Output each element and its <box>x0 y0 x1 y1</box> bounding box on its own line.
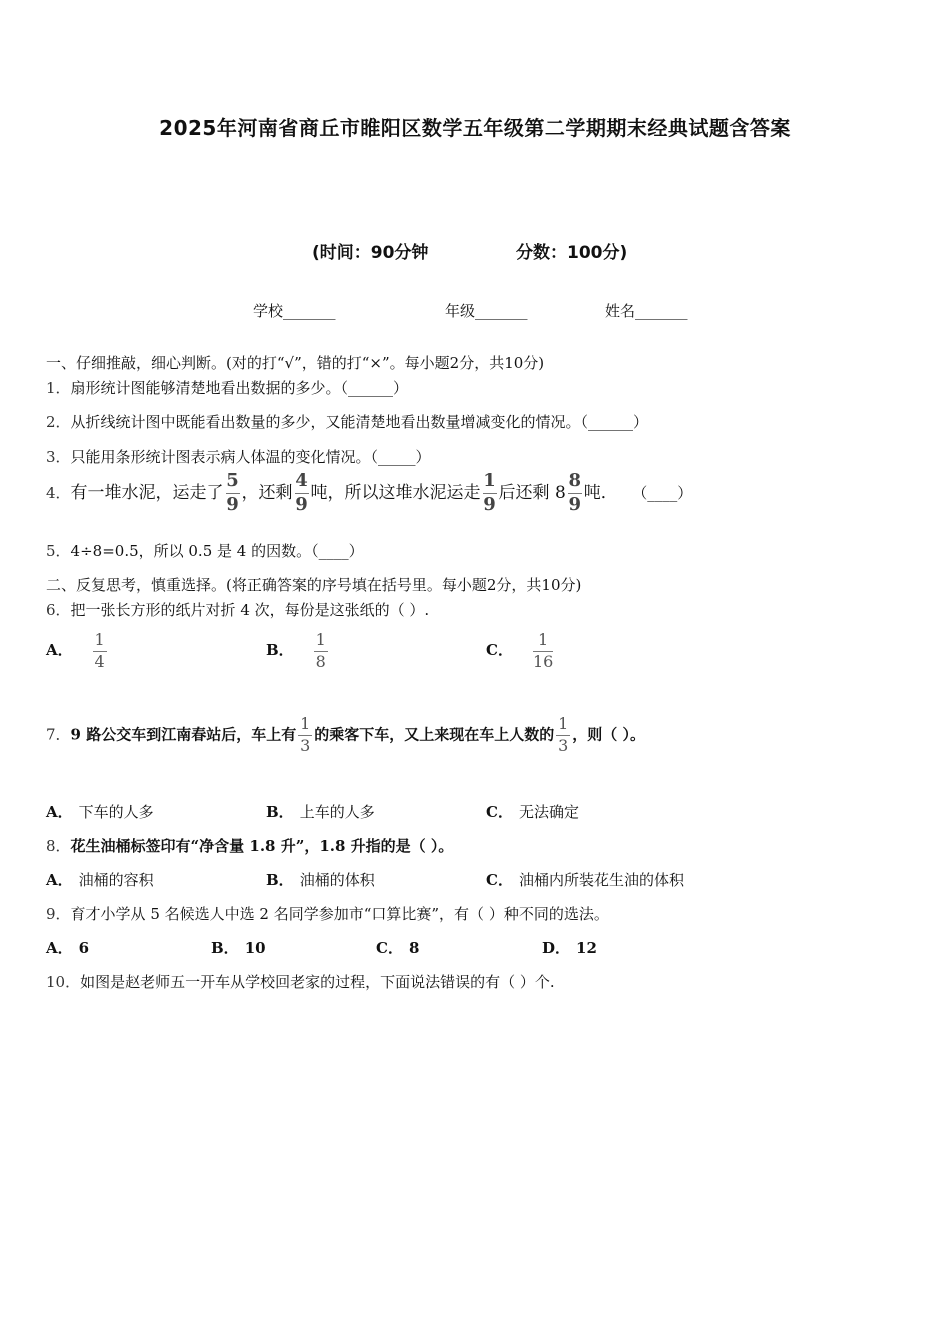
option-a: A． $\frac{1}{4}$ <box>46 630 105 671</box>
question-text: 有一堆水泥，运走了 <box>70 482 224 503</box>
option-a: A． 下车的人多 <box>46 803 154 821</box>
fraction: $\frac{1}{3}$ <box>558 714 569 755</box>
school-field: 学校_______ <box>253 302 336 320</box>
exam-time: (时间：90分钟 <box>312 243 429 263</box>
option-b: B． 上车的人多 <box>266 803 375 821</box>
question-1 <box>46 377 408 398</box>
page-title: 2025年河南省商丘市睢阳区数学五年级第二学期期末经典试题含答案 <box>159 116 791 140</box>
option-a: A． 油桶的容积 <box>46 871 154 889</box>
question-2 <box>46 411 648 432</box>
question-4: 4．有一堆水泥，运走了 $\frac{5}{9}$ ，还剩 $\frac{4}{9}$ 吨，所以这堆水泥运走 $\frac{1}{9}$ 后还剩 8 $\frac{8}{9}$ 吨． （____） <box>46 470 693 515</box>
section-1-heading: 一、仔细推敲，细心判断。(对的打“√”，错的打“×”。每小题2分，共10分) <box>46 354 545 372</box>
question-number: 4． <box>46 483 71 502</box>
answer-blank: （____） <box>639 483 693 502</box>
question-text: 育才小学从 5 名候选人中选 2 名同学参加市“口算比赛”，有（ ）种不同的选法。 <box>70 905 609 923</box>
option-c: C． $\frac{1}{16}$ <box>486 630 554 671</box>
question-6 <box>46 599 429 620</box>
exam-score: 分数：100分) <box>516 243 628 263</box>
fraction: $\frac{4}{9}$ <box>295 470 308 515</box>
question-number: 2． <box>46 413 71 431</box>
option-c: C． 8 <box>376 939 420 957</box>
fraction: $\frac{5}{9}$ <box>226 470 239 515</box>
option-b: B． 油桶的体积 <box>266 871 375 889</box>
question-10 <box>46 971 555 992</box>
fraction: $\frac{1}{3}$ <box>300 714 311 755</box>
question-text: 如图是赵老师五一开车从学校回老家的过程，下面说法错误的有（ ）个. <box>80 973 555 991</box>
name-field: 姓名_______ <box>605 302 688 320</box>
question-number: 8． <box>46 837 71 855</box>
grade-field: 年级_______ <box>445 302 528 320</box>
question-text: 扇形统计图能够清楚地看出数据的多少。（______） <box>70 379 409 397</box>
question-5 <box>46 540 364 561</box>
option-c: C． 无法确定 <box>486 803 579 821</box>
question-7: 7．9 路公交车到江南春站后，车上有 $\frac{1}{3}$ 的乘客下车，又上来现在车上人数的 $\frac{1}{3}$ ，则（ ）。 <box>46 714 645 755</box>
question-number: 1． <box>46 379 71 397</box>
question-text: 只能用条形统计图表示病人体温的变化情况。（_____） <box>70 448 431 466</box>
question-text: 从折线统计图中既能看出数量的多少，又能清楚地看出数量增减变化的情况。（______） <box>70 413 649 431</box>
question-number: 3． <box>46 448 71 466</box>
question-number: 10． <box>46 973 81 991</box>
option-b: B． 10 <box>211 939 266 957</box>
question-3 <box>46 446 431 467</box>
fraction: $\frac{1}{9}$ <box>483 470 496 515</box>
fraction: $\frac{8}{9}$ <box>568 470 582 515</box>
question-number: 7． <box>46 725 71 744</box>
question-number: 6． <box>46 601 71 619</box>
question-number: 9． <box>46 905 71 923</box>
option-d: D． 12 <box>542 939 597 957</box>
fraction: $\frac{1}{8}$ <box>315 630 326 671</box>
section-2-heading: 二、反复思考，慎重选择。(将正确答案的序号填在括号里。每小题2分，共10分) <box>46 576 582 594</box>
question-number: 5． <box>46 542 71 560</box>
question-9 <box>46 903 609 924</box>
option-b: B． $\frac{1}{8}$ <box>266 630 326 671</box>
fraction: $\frac{1}{16}$ <box>532 630 554 671</box>
question-text: 把一张长方形的纸片对折 4 次，每份是这张纸的（ ）. <box>70 601 430 619</box>
option-c: C． 油桶内所装花生油的体积 <box>486 871 684 889</box>
question-text: 4÷8=0.5，所以 0.5 是 4 的因数。（____） <box>70 542 364 560</box>
question-text: 花生油桶标签印有“净含量 1.8 升”，1.8 升指的是（ ）。 <box>70 837 454 855</box>
option-a: A． 6 <box>46 939 90 957</box>
question-8 <box>46 835 453 856</box>
fraction: $\frac{1}{4}$ <box>94 630 105 671</box>
